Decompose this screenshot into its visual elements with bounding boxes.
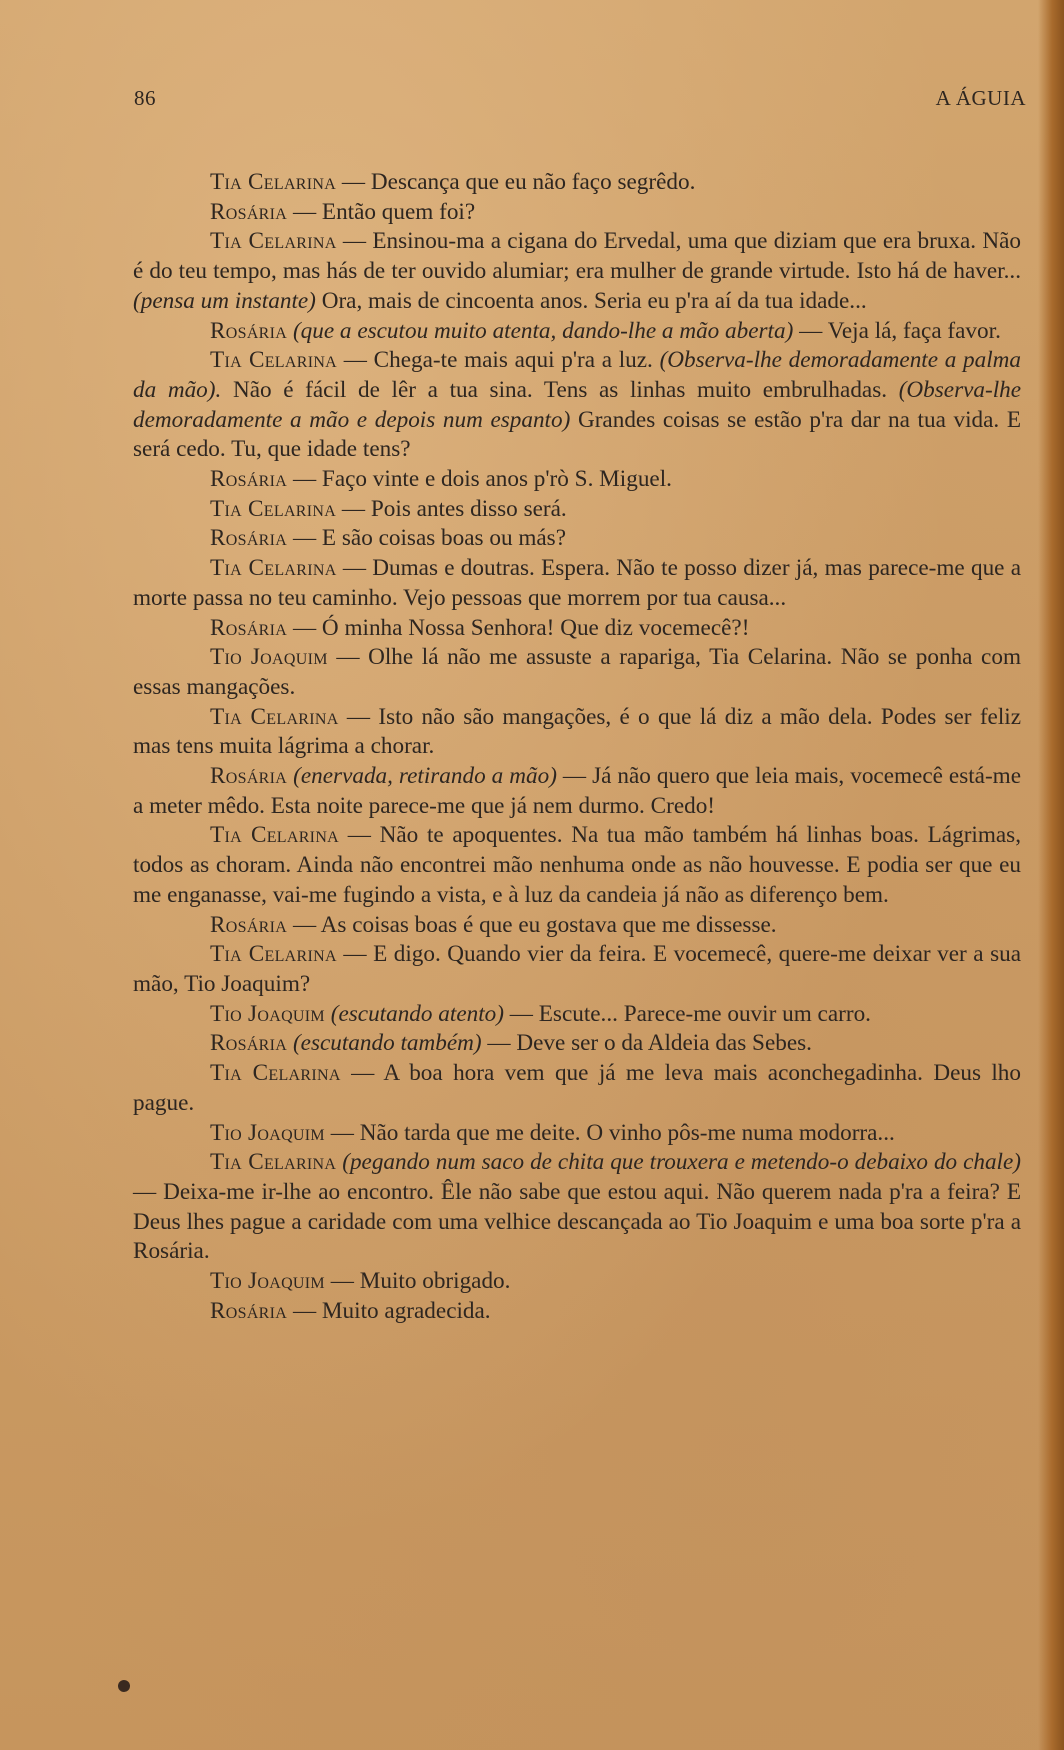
- speaker-name: Tia Celarina: [210, 347, 338, 374]
- dialogue-line: Rosária — Então quem foi?: [210, 198, 476, 225]
- stage-direction: (pensa um instante): [133, 287, 316, 314]
- journal-title: A ÁGUIA: [935, 86, 1026, 110]
- stage-direction: (enervada, retirando a mão): [293, 763, 557, 790]
- dialogue-line: Tia Celarina — Pois antes disso será.: [210, 495, 567, 522]
- ink-dot-mark: [118, 1680, 130, 1692]
- line-text: Chega-te mais aqui p'ra a luz.: [373, 347, 653, 374]
- line-text: Ensinou-ma a cigana do Ervedal, uma que diziam que era bruxa. Não é do teu tempo, mas hás de ter ouvido alumiar; era mulher de grande virtude. Isto há de haver...: [133, 228, 1021, 285]
- line-text: Deixa-me ir-lhe ao encontro. Êle não sabe que estou aqui. Não querem nada p'ra a feira? E Deus lhes pague a caridade com uma velhice descançada ao Tio Joaquim e uma boa sorte p'ra a Rosária.: [133, 1178, 1021, 1265]
- line-text: Olhe lá não me assuste a rapariga, Tia Celarina. Não se ponha com essas mangações.: [133, 644, 1021, 700]
- line-text: Não te apoquentes. Na tua mão também há linhas boas. Lágrimas, todos as choram. Ainda não encontrei mão nenhuma onde as não houvesse. E podia ser que eu me enganasse, vai-me fugindo a vista, e à luz da candeia já não as diferenço bem.: [133, 822, 1022, 908]
- line-text: E são coisas boas ou más?: [321, 525, 566, 552]
- line-text: Grandes coisas se estão p'ra dar na tua vida. E será cedo. Tu, que idade tens?: [133, 406, 1022, 463]
- speaker-name: Tia Celarina: [210, 169, 337, 195]
- speaker-name: Rosária: [210, 466, 288, 493]
- line-text: Faço vinte e dois anos p'rò S. Miguel.: [321, 466, 672, 493]
- line-text: Deve ser o da Aldeia das Sebes.: [516, 1030, 812, 1057]
- dialogue-line: Rosária — As coisas boas é que eu gostava que me dissesse.: [210, 911, 777, 938]
- line-text: Veja lá, faça favor.: [827, 317, 1001, 344]
- line-text: Não tarda que me deite. O vinho pôs-me numa modorra...: [359, 1119, 895, 1146]
- speaker-name: Tia Celarina: [210, 555, 337, 582]
- play-text: [133, 168, 1021, 1326]
- speaker-name: Tia Celarina: [210, 228, 337, 255]
- dialogue-line: Tia Celarina — Dumas e doutras. Espera. Não te posso dizer já, mas parece-me que a morte passa no teu caminho. Vejo pessoas que morrem por tua causa...: [133, 555, 1022, 611]
- speaker-name: Rosária: [210, 525, 288, 552]
- line-text: Ó minha Nossa Senhora! Que diz vocemecê?!: [321, 614, 750, 641]
- stage-direction: (que a escutou muito atenta, dando-lhe a mão aberta): [292, 317, 794, 344]
- line-text: Não é fácil de lêr a tua sina. Tens as linhas muito embrulhadas.: [232, 376, 888, 403]
- dialogue-line: Tio Joaquim (escutando atento) — Escute... Parece-me ouvir um carro.: [210, 1000, 871, 1027]
- speaker-name: Tia Celarina: [210, 1060, 341, 1087]
- speaker-name: Tia Celarina: [210, 1149, 337, 1176]
- stage-direction: (escutando também): [292, 1030, 482, 1057]
- line-text: Muito obrigado.: [359, 1268, 511, 1295]
- line-text: Então quem foi?: [321, 198, 476, 225]
- stage-direction: (Observa-lhe demoradamente a mão e depois num espanto): [133, 376, 1022, 433]
- dialogue-line: Rosária — E são coisas boas ou más?: [210, 525, 566, 552]
- dialogue-line: Tio Joaquim — Olhe lá não me assuste a rapariga, Tia Celarina. Não se ponha com essas mangações.: [133, 644, 1021, 700]
- speaker-name: Tio Joaquim: [210, 644, 328, 671]
- line-text: Isto não são mangações, é o que lá diz a mão dela. Podes ser feliz mas tens muita lágrima a chorar.: [133, 703, 1022, 760]
- dialogue-line: Tio Joaquim — Não tarda que me deite. O vinho pôs-me numa modorra...: [210, 1119, 895, 1146]
- line-text: A boa hora vem que já me leva mais aconchegadinha. Deus lho pague.: [133, 1060, 1021, 1116]
- stage-direction: (Observa-lhe demoradamente a palma da mão).: [133, 347, 1022, 403]
- speaker-name: Rosária: [210, 1030, 288, 1057]
- line-text: E digo. Quando vier da feira. E vocemecê, quere-me deixar ver a sua mão, Tio Joaquim?: [133, 941, 1022, 997]
- dialogue-line: Rosária — Muito agradecida.: [210, 1297, 491, 1324]
- line-text: Já não quero que leia mais, vocemecê está-me a meter mêdo. Esta noite parece-me que já nem durmo. Credo!: [133, 763, 1022, 819]
- speaker-name: Tio Joaquim: [210, 1268, 325, 1295]
- line-text: Dumas e doutras. Espera. Não te posso dizer já, mas parece-me que a morte passa no teu caminho. Vejo pessoas que morrem por tua causa...: [133, 555, 1022, 611]
- dialogue-line: Rosária — Ó minha Nossa Senhora! Que diz vocemecê?!: [210, 614, 750, 641]
- line-text: Ora, mais de cincoenta anos. Seria eu p'ra aí da tua idade...: [321, 287, 867, 314]
- speaker-name: Tio Joaquim: [210, 1119, 325, 1146]
- dialogue-line: Tia Celarina — Chega-te mais aqui p'ra a luz. (Observa-lhe demoradamente a palma da mão). Não é fácil de lêr a tua sina. Tens as linhas muito embrulhadas. (Observa-lhe demoradamente a mão e depois num espanto) Grandes coisas se estão p'ra dar na tua vida. E será cedo. Tu, que idade tens?: [133, 347, 1022, 463]
- running-head: [134, 86, 1026, 116]
- line-text: Pois antes disso será.: [370, 495, 567, 522]
- speaker-name: Rosária: [210, 317, 288, 344]
- dialogue-line: Tia Celarina — E digo. Quando vier da feira. E vocemecê, quere-me deixar ver a sua mão, Tio Joaquim?: [133, 941, 1022, 997]
- speaker-name: Rosária: [210, 1297, 288, 1324]
- dialogue-line: Tia Celarina — Ensinou-ma a cigana do Ervedal, uma que diziam que era bruxa. Não é do teu tempo, mas hás de ter ouvido alumiar; era mulher de grande virtude. Isto há de haver... (pensa um instante) Ora, mais de cincoenta anos. Seria eu p'ra aí da tua idade...: [133, 228, 1021, 314]
- speaker-name: Rosária: [210, 614, 288, 641]
- dialogue-line: Tio Joaquim — Muito obrigado.: [210, 1268, 511, 1295]
- stage-direction: (pegando num saco de chita que trouxera e metendo-o debaixo do chale): [342, 1149, 1022, 1176]
- speaker-name: Tia Celarina: [210, 703, 339, 730]
- dialogue-line: Rosária (enervada, retirando a mão) — Já não quero que leia mais, vocemecê está-me a meter mêdo. Esta noite parece-me que já nem durmo. Credo!: [133, 763, 1022, 819]
- speaker-name: Rosária: [210, 911, 288, 938]
- dialogue-line: Rosária — Faço vinte e dois anos p'rò S. Miguel.: [210, 466, 672, 493]
- dialogue-line: Rosária (escutando também) — Deve ser o da Aldeia das Sebes.: [210, 1030, 812, 1057]
- speaker-name: Tia Celarina: [210, 495, 337, 522]
- speaker-name: Rosária: [210, 198, 288, 225]
- speaker-name: Rosária: [210, 763, 288, 790]
- line-text: Muito agradecida.: [321, 1297, 491, 1324]
- dialogue-line: Tia Celarina — A boa hora vem que já me leva mais aconchegadinha. Deus lho pague.: [133, 1060, 1021, 1116]
- speaker-name: Tia Celarina: [210, 941, 337, 968]
- stage-direction: (escutando atento): [330, 1000, 504, 1027]
- dialogue-line: Tia Celarina — Descança que eu não faço segrêdo.: [210, 169, 696, 195]
- speaker-name: Tio Joaquim: [210, 1000, 325, 1027]
- dialogue-line: Tia Celarina — Isto não são mangações, é o que lá diz a mão dela. Podes ser feliz mas tens muita lágrima a chorar.: [133, 703, 1022, 760]
- line-text: As coisas boas é que eu gostava que me dissesse.: [320, 911, 777, 938]
- speaker-name: Tia Celarina: [210, 822, 340, 849]
- line-text: Escute... Parece-me ouvir um carro.: [538, 1000, 871, 1027]
- page-edge: [1038, 0, 1064, 1750]
- line-text: Descança que eu não faço segrêdo.: [370, 169, 696, 195]
- dialogue-line: Tia Celarina (pegando num saco de chita que trouxera e metendo-o debaixo do chale) — Deixa-me ir-lhe ao encontro. Êle não sabe que estou aqui. Não querem nada p'ra a feira? E Deus lhes pague a caridade com uma velhice descançada ao Tio Joaquim e uma boa sorte p'ra a Rosária.: [133, 1149, 1022, 1265]
- dialogue-line: Tia Celarina — Não te apoquentes. Na tua mão também há linhas boas. Lágrimas, todos as choram. Ainda não encontrei mão nenhuma onde as não houvesse. E podia ser que eu me enganasse, vai-me fugindo a vista, e à luz da candeia já não as diferenço bem.: [133, 822, 1022, 908]
- page-number: 86: [134, 86, 156, 110]
- dialogue-line: Rosária (que a escutou muito atenta, dando-lhe a mão aberta) — Veja lá, faça favor.: [210, 317, 1001, 344]
